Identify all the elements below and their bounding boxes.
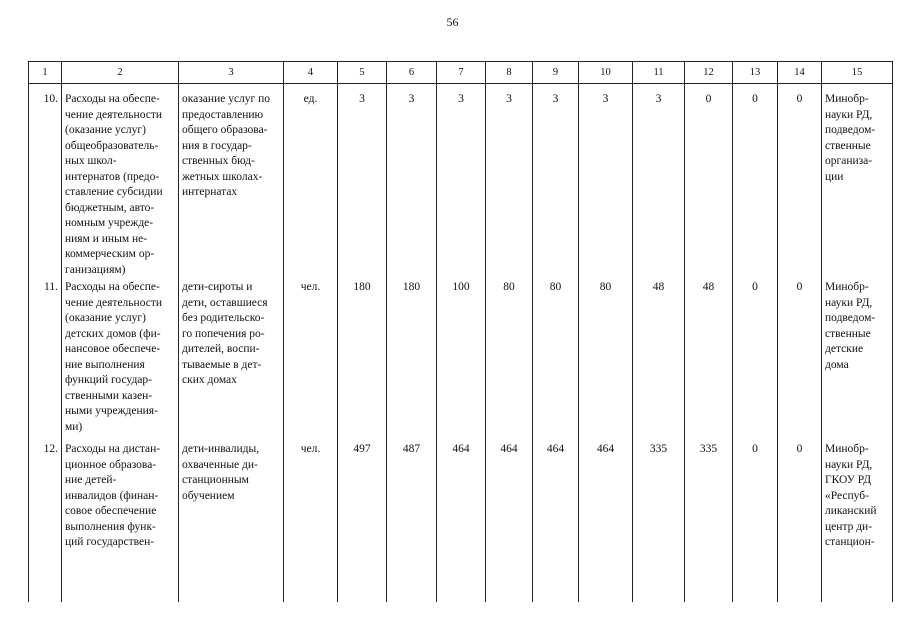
column-header: 6 — [387, 62, 437, 84]
column-header: 7 — [437, 62, 486, 84]
expense-name: Расходы на обеспе- чение деятельности (оказание услуг) общеобразователь- ных школ- интернатов (предо- ставление субсидии бюджетным, авто- номным учрежде- ниям и иным не- коммерческим ор- ганизациям) — [62, 84, 179, 281]
value-cell: 48 — [685, 280, 733, 442]
value-cell: 3 — [533, 84, 579, 281]
column-header: 14 — [778, 62, 822, 84]
row-number: 10. — [29, 84, 62, 281]
column-header: 10 — [579, 62, 633, 84]
value-cell: 3 — [437, 84, 486, 281]
value-cell: 0 — [778, 442, 822, 602]
column-header: 15 — [822, 62, 893, 84]
column-header: 8 — [486, 62, 533, 84]
column-header: 3 — [179, 62, 284, 84]
expense-name: Расходы на обеспе- чение деятельности (оказание услуг) детских домов (фи- нансовое обеспече- ние выполнения функций государ- ственными казен- ными учреждения- ми) — [62, 280, 179, 442]
value-cell: 48 — [633, 280, 685, 442]
value-cell: 0 — [733, 442, 778, 602]
indicator-name: оказание услуг по предоставлению общего образова- ния в государ- ственных бюд- жетных школах- интернатах — [179, 84, 284, 281]
column-header: 5 — [338, 62, 387, 84]
value-cell: 80 — [486, 280, 533, 442]
indicator-name: дети-сироты и дети, оставшиеся без родительско- го попечения ро- дителей, воспи- тываемые в дет- ских домах — [179, 280, 284, 442]
value-cell: 335 — [633, 442, 685, 602]
unit: чел. — [284, 442, 338, 602]
value-cell: 180 — [387, 280, 437, 442]
value-cell: 3 — [338, 84, 387, 281]
column-header: 4 — [284, 62, 338, 84]
row-number: 12. — [29, 442, 62, 602]
row-number: 11. — [29, 280, 62, 442]
value-cell: 464 — [533, 442, 579, 602]
column-header: 2 — [62, 62, 179, 84]
document-table — [28, 61, 893, 602]
value-cell: 80 — [579, 280, 633, 442]
column-header: 9 — [533, 62, 579, 84]
table-row — [29, 84, 893, 281]
value-cell: 335 — [685, 442, 733, 602]
value-cell: 0 — [733, 280, 778, 442]
table-row — [29, 442, 893, 602]
column-header: 12 — [685, 62, 733, 84]
executor: Минобр- науки РД, подведом- ственные организа- ции — [822, 84, 893, 281]
value-cell: 3 — [633, 84, 685, 281]
value-cell: 100 — [437, 280, 486, 442]
column-header: 1 — [29, 62, 62, 84]
unit: чел. — [284, 280, 338, 442]
value-cell: 497 — [338, 442, 387, 602]
expense-name: Расходы на дистан- ционное образова- ние детей- инвалидов (финан- совое обеспечение выполнения функ- ций государствен- — [62, 442, 179, 602]
value-cell: 0 — [733, 84, 778, 281]
value-cell: 3 — [579, 84, 633, 281]
value-cell: 180 — [338, 280, 387, 442]
indicator-name: дети-инвалиды, охваченные ди- станционным обучением — [179, 442, 284, 602]
value-cell: 464 — [579, 442, 633, 602]
column-header: 13 — [733, 62, 778, 84]
value-cell: 0 — [778, 84, 822, 281]
executor: Минобр- науки РД, подведом- ственные детские дома — [822, 280, 893, 442]
table-row — [29, 280, 893, 442]
value-cell: 464 — [437, 442, 486, 602]
value-cell: 0 — [778, 280, 822, 442]
value-cell: 3 — [486, 84, 533, 281]
value-cell: 464 — [486, 442, 533, 602]
value-cell: 0 — [685, 84, 733, 281]
header-row — [29, 62, 893, 84]
value-cell: 80 — [533, 280, 579, 442]
unit: ед. — [284, 84, 338, 281]
executor: Минобр- науки РД, ГКОУ РД «Респуб- ликанский центр ди- станцион- — [822, 442, 893, 602]
page-number: 56 — [446, 15, 459, 29]
value-cell: 487 — [387, 442, 437, 602]
value-cell: 3 — [387, 84, 437, 281]
column-header: 11 — [633, 62, 685, 84]
